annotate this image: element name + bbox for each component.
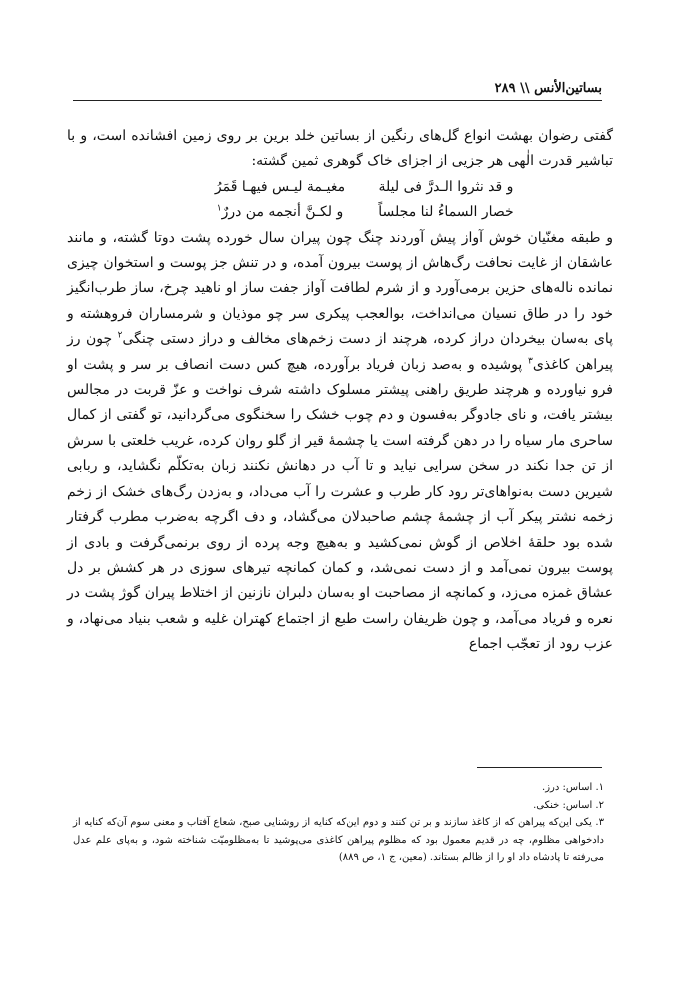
running-title: بساتین‌الأنس \\ ۲۸۹ [494,81,602,96]
verse-2-first-hemistich: خصار السماءُ لنا مجلساً [378,204,514,221]
verse-1-first-hemistich: و قد نثروا الـدرَّ فی لیلة [378,178,514,195]
footnote-ref-2[interactable]: ۲ [117,330,123,341]
verse-block [67,175,613,226]
verse-2-second-hemistich [205,200,355,225]
footnote-ref-3[interactable]: ۳ [528,356,533,366]
paragraph-part-1: و طبقه مغنّیان خوش آواز پیش آوردند چنگ چون پیران سال خورده پشت دوتا گشته، و مانند عاشقان از غایت نحافت رگ‌هاش از پوست بیرون آمده، و در تنش جز پوست و استخوان چیزی نمانده ناله‌های حزین برمی‌آورد و از شرم لطافت آواز جفت ساز او ناهید چرخ، ساز طرب‌انگیز خود را در طاق نسیان می‌انداخت، بوالعجب پیکری سر چو موذیان و شرمساران فروهشته و پای به‌سان بیخردان دراز کرده، هرچند از دست زخم‌های مخالف و دراز دستی چنگی [67,229,614,348]
verse-1-second-hemistich: مغیـمة لیـس فیهـا قَمَرُ [214,178,346,195]
footnote-separator [477,767,602,768]
body-paragraph [67,226,613,658]
footnote-2: ۲. اساس: خنکی. [533,799,604,811]
verse-line-2 [67,200,521,225]
footnote-3: ۳. یکی این‌که پیراهن که از کاغذ سازند و بر تن کنند و دوم این‌که کنایه از روشنایی صبح، شعاع آفتاب و معنی سوم آن‌که کنایه از دادخواهی مظلوم، چه در قدیم معمول بود که مظلوم پیراهن کاغذی می‌پوشید تا به‌مظلومیّت شناخته شود، و به‌پای علم عدل می‌رفته تا پادشاه داد او را از ظالم بستاند. (معین، ج ۱، ص ۸۸۹) [73,817,604,863]
verse-line-1 [67,175,521,200]
main-text [67,124,613,658]
footnote-1: ۱. اساس: درز. [542,782,604,793]
footnotes [73,779,604,867]
footnote-ref-1[interactable]: ۱ [216,203,222,214]
intro-paragraph: گفتی رضوان بهشت انواع گل‌های رنگین از بساتین خلد برین بر روی زمین افشانده است، و با تباشیر قدرت الٰهی هر جزیی از اجزای خاک گوهری ثمین گشته: [67,128,613,170]
paragraph-part-2: چون رز پیراهن کاغذی [67,331,613,373]
paragraph-part-3: پوشیده و به‌صد زبان فریاد برآورده، هیچ کس دست انصاف بر سر و پشت او فرو نیاورده و هرچند طریق راهنی پیشتر مسلوک داشته شرف نواخت و عزّ قربت در مجالس بیشتر یافت، و نای جادوگر به‌فسون و دم چوب خشک را سخنگوی می‌گردانید، تو گفتی از کمال ساحری مار سیاه را در دهن گرفته است یا چشمهٔ قیر از گلو روان کرده، غریب خلعتی با سرش از تن جدا نکند در سخن سرایی نیاید و تا آب در دهانش نکنند زبان به‌تکلّم نگشاید، و ربابی شیرین دست به‌نواهای‌تر رود کار طرب و عشرت را آب می‌داد، و به‌زدن رگ‌های خشک از زخم زخمه نشتر پیکر آب از چشمهٔ چشم صاحبدلان می‌گشاد، و دف اگرچه به‌ضرب مطرب گرفتار شده بود حلقهٔ اخلاص از گوش نمی‌کشید و به‌هیچ وجه پرده از روی برنمی‌گرفت و بادی از پوست بیرون نمی‌آمد و از دست نمی‌شد، و کمان کمانچه تیرهای سوزی در هر کشش بر دل عشاق غمزه می‌زد، و کمانچه از مصاحبت او به‌سان دلبران نازنین از اختلاط پیران گوژ پشت در نعره و فریاد می‌آمد، و چون ظریفان راست طبع از اجتماع کهتران غلیه و شعب بنیاد می‌نهاد، و عزب رود از تعجّب اجماع [67,356,613,653]
verse-2-second-text: و لکـنَّ أنجمه من دررٌ [221,204,344,221]
page-header [73,78,602,101]
